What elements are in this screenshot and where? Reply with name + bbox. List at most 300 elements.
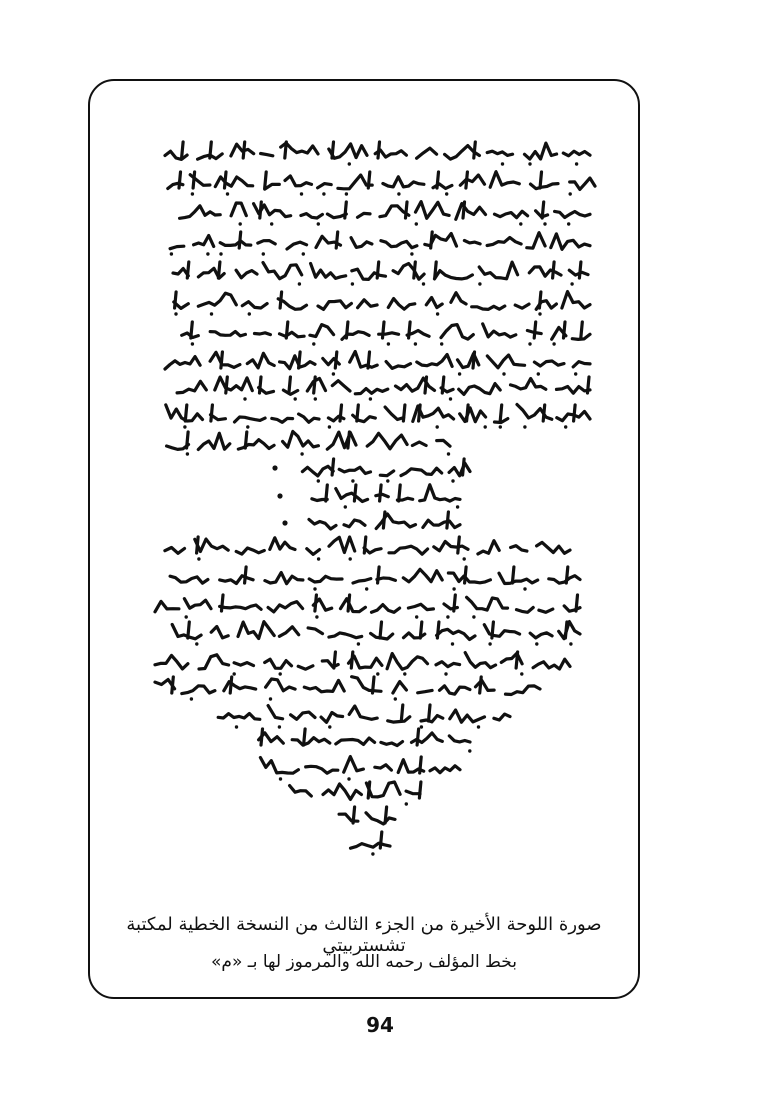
ink-dot [415,615,418,618]
ink-stroke [386,362,410,369]
ink-stroke [187,262,189,278]
ink-stroke [527,233,545,248]
ink-dot [219,252,222,255]
ink-dot [269,697,272,700]
ink-stroke [414,262,416,278]
ink-stroke [380,471,393,476]
ink-stroke [306,766,338,773]
ink-stroke [484,625,519,637]
ink-stroke [450,710,485,722]
ink-stroke [210,332,245,336]
ink-dot [328,425,331,428]
ink-stroke [478,541,499,554]
ink-stroke [376,494,389,496]
ink-dot [248,312,251,315]
ink-stroke [245,567,247,583]
ink-stroke [265,172,267,188]
ink-stroke [375,765,392,770]
ink-dot [484,425,487,428]
ink-dot [537,372,540,375]
ink-dot [463,557,466,560]
ink-stroke [555,211,590,217]
ink-stroke [490,172,519,188]
ink-stroke [388,717,410,722]
ink-stroke [465,653,495,668]
ink-dot [472,615,475,618]
ink-stroke [368,782,370,798]
ink-stroke [344,520,365,527]
ink-stroke [354,485,356,501]
ink-stroke [579,262,581,278]
ink-stroke [198,293,236,306]
ink-bullet [282,520,287,525]
ink-stroke [191,322,193,338]
ink-dot [449,397,452,400]
ink-stroke [327,432,356,449]
ink-dot [405,802,408,805]
ink-stroke [406,791,420,794]
ink-dot [478,282,481,285]
ink-stroke [465,567,467,583]
ink-stroke [220,241,251,246]
ink-stroke [304,729,306,745]
ink-stroke [373,677,375,693]
ink-stroke [285,142,287,158]
ink-stroke [218,262,220,278]
ink-dot [520,672,523,675]
ink-dot [243,397,246,400]
ink-dot [351,479,354,482]
ink-dot [239,222,242,225]
ink-dot [403,672,406,675]
ink-dot [570,282,573,285]
ink-stroke [389,546,428,554]
ink-dot [322,192,325,195]
ink-stroke [260,377,262,393]
ink-dot [414,342,417,345]
ink-dot [440,342,443,345]
ink-stroke [211,627,228,638]
ink-dot [315,615,318,618]
ink-stroke [473,352,475,368]
ink-stroke [479,262,517,279]
ink-dot [300,192,303,195]
ink-stroke [436,662,460,667]
ink-dot [351,282,354,285]
ink-stroke [540,172,542,188]
ink-stroke [358,213,371,217]
ink-stroke [564,322,566,338]
ink-stroke [529,267,561,276]
ink-dot [574,372,577,375]
ink-stroke [467,405,469,421]
ink-stroke [408,604,433,609]
ink-dot [328,725,331,728]
ink-stroke [265,573,303,584]
ink-stroke [449,463,470,476]
ink-stroke [396,378,435,391]
ink-stroke [285,176,312,186]
ink-stroke [385,407,404,419]
ink-dot [270,222,273,225]
ink-stroke [517,608,534,613]
ink-stroke [346,322,348,338]
manuscript-image [150,130,610,870]
ink-stroke [177,381,206,393]
ink-stroke [238,622,274,639]
ink-stroke [449,736,470,742]
ink-dot [488,642,491,645]
ink-stroke [416,202,450,219]
ink-stroke [318,184,332,188]
ink-dot [420,725,423,728]
ink-stroke [511,379,546,390]
ink-stroke [247,353,274,368]
ink-stroke [195,539,228,551]
ink-stroke [226,377,228,393]
ink-stroke [435,271,473,279]
ink-stroke [309,576,342,582]
ink-stroke [172,677,174,693]
ink-stroke [417,355,452,367]
ink-dot [575,162,578,165]
ink-stroke [236,548,264,554]
ink-stroke [388,299,415,310]
ink-stroke [230,677,232,693]
ink-stroke [387,654,427,670]
ink-dot [317,222,320,225]
ink-stroke [557,387,591,394]
ink-stroke [266,679,296,691]
ink-stroke [530,633,552,638]
ink-dot [369,397,372,400]
ink-stroke [238,440,274,449]
ink-stroke [435,262,437,278]
ink-stroke [340,405,342,421]
ink-stroke [425,377,427,393]
ink-stroke [367,433,407,449]
ink-stroke [260,202,262,218]
ink-bullet [277,493,282,498]
ink-stroke [464,241,480,244]
ink-stroke [321,713,343,723]
ink-stroke [352,269,386,279]
ink-stroke [420,757,422,773]
ink-dot [186,452,189,455]
ink-dot [569,642,572,645]
ink-dot [278,725,281,728]
ink-dot [235,725,238,728]
ink-stroke [454,595,456,611]
ink-stroke [165,151,187,159]
ink-stroke [357,405,359,421]
ink-stroke [434,542,468,551]
ink-stroke [308,628,322,634]
ink-dot [567,222,570,225]
ink-stroke [351,652,353,668]
ink-stroke [380,832,382,848]
ink-stroke [184,599,211,609]
ink-stroke [512,567,514,583]
ink-stroke [210,352,240,367]
ink-stroke [364,537,366,553]
ink-stroke [341,599,366,612]
ink-stroke [437,622,439,638]
ink-dot [347,777,350,780]
ink-stroke [170,576,208,583]
ink-stroke [218,714,260,720]
ink-stroke [329,537,355,553]
ink-stroke [286,322,288,338]
ink-stroke [551,234,590,249]
ink-dot [246,425,249,428]
ink-stroke [494,714,510,720]
ink-stroke [534,361,564,366]
ink-stroke [258,241,275,244]
ink-dot [538,312,541,315]
ink-dot [279,672,282,675]
ink-stroke [417,148,437,158]
ink-stroke [236,270,257,278]
ink-dot [447,452,450,455]
ink-stroke [182,686,215,694]
ink-stroke [380,485,382,501]
ink-dot [410,252,413,255]
ink-stroke [487,355,524,368]
ink-dot [446,615,449,618]
ink-stroke [265,659,292,668]
ink-stroke [372,605,400,613]
ink-stroke [335,352,337,368]
ink-stroke [401,468,442,475]
ink-stroke [401,705,403,721]
ink-stroke [492,622,494,638]
ink-stroke [380,622,382,638]
ink-stroke [563,151,590,156]
ink-stroke [222,595,224,611]
ink-stroke [193,172,195,188]
ink-stroke [364,548,381,553]
ink-dot [445,192,448,195]
ink-stroke [576,595,578,611]
ink-stroke [480,677,482,693]
ink-stroke [423,520,460,527]
ink-dot [535,642,538,645]
ink-stroke [553,262,555,278]
ink-stroke [299,352,301,368]
ink-dot [210,312,213,315]
ink-stroke [377,262,379,278]
ink-dot [344,505,347,508]
ink-stroke [301,214,323,218]
ink-stroke [378,567,380,583]
ink-dot [543,222,546,225]
ink-dot [332,372,335,375]
ink-dot [197,557,200,560]
ink-stroke [245,432,247,448]
ink-stroke [311,264,346,279]
ink-stroke [418,690,432,692]
ink-stroke [565,622,567,638]
ink-dot [523,425,526,428]
ink-stroke [185,405,187,421]
ink-stroke [329,633,362,638]
ink-dot [397,192,400,195]
ink-stroke [280,332,305,337]
ink-stroke [525,143,557,159]
ink-stroke [539,292,541,308]
ink-stroke [291,712,315,719]
ink-stroke [543,405,545,421]
ink-dot [317,557,320,560]
ink-stroke [419,782,421,798]
ink-dot [185,615,188,618]
ink-stroke [339,467,370,473]
caption-line-2: بخط المؤلف رحمه الله والمرموز لها بـ «م» [211,952,517,972]
ink-dot [528,342,531,345]
ink-stroke [487,238,521,246]
ink-stroke [406,202,408,218]
ink-stroke [429,705,431,721]
ink-stroke [280,292,282,308]
ink-stroke [574,405,576,421]
page-number: 94 [366,1013,394,1037]
ink-stroke [318,301,351,310]
ink-stroke [199,655,229,669]
ink-stroke [437,440,450,446]
ink-dot [477,725,480,728]
ink-stroke [366,782,400,797]
ink-stroke [165,548,185,554]
ink-stroke [437,629,475,639]
ink-stroke [336,489,368,502]
ink-dot [345,192,348,195]
ink-stroke [260,758,298,774]
ink-dot [519,222,522,225]
ink-stroke [412,442,426,446]
ink-dot [348,162,351,165]
ink-stroke [326,485,328,501]
ink-stroke [353,579,371,583]
ink-stroke [431,232,433,248]
ink-stroke [368,352,370,368]
ink-dot [279,777,282,780]
ink-stroke [211,405,213,421]
ink-stroke [500,405,502,421]
ink-stroke [383,177,424,187]
ink-dot [468,749,471,752]
ink-stroke [243,142,245,158]
ink-dot [170,252,173,255]
ink-dot [183,425,186,428]
ink-stroke [302,466,333,476]
ink-stroke [194,236,214,247]
ink-stroke [215,377,253,391]
ink-stroke [309,519,336,529]
ink-dot [191,192,194,195]
ink-stroke [377,578,396,580]
ink-stroke [225,172,227,188]
ink-stroke [351,238,372,248]
ink-stroke [383,322,385,338]
ink-stroke [344,757,364,773]
ink-stroke [463,202,465,218]
ink-stroke [588,377,590,393]
ink-dot [386,479,389,482]
ink-dot [314,397,317,400]
ink-stroke [366,813,395,824]
ink-stroke [336,738,375,744]
ink-stroke [210,142,212,158]
ink-stroke [242,302,267,308]
ink-dot [226,192,229,195]
ink-dot [451,642,454,645]
ink-stroke [419,405,421,421]
ink-stroke [421,716,443,722]
ink-dot [452,587,455,590]
ink-stroke [198,433,230,449]
ink-dot [458,372,461,375]
ink-stroke [437,172,439,188]
ink-dot [564,425,567,428]
ink-stroke [270,538,295,550]
ink-stroke [358,300,378,308]
ink-stroke [460,175,484,185]
ink-stroke [310,325,334,337]
ink-stroke [261,154,273,156]
ink-stroke [534,322,536,338]
ink-dot [371,852,374,855]
ink-stroke [417,729,419,745]
ink-stroke [506,686,541,695]
ink-stroke [170,246,184,249]
ink-stroke [542,202,544,218]
ink-stroke [278,299,306,310]
ink-stroke [307,549,320,555]
ink-stroke [332,459,334,475]
ink-stroke [368,172,370,188]
ink-stroke [261,729,263,745]
ink-stroke [466,172,468,188]
ink-stroke [235,417,266,422]
ink-stroke [290,786,312,796]
ink-dot [528,162,531,165]
ink-stroke [476,680,495,690]
ink-stroke [460,408,486,422]
ink-stroke [175,292,177,308]
ink-stroke [531,184,559,189]
ink-stroke [539,609,553,612]
ink-stroke [383,512,385,528]
ink-stroke [348,595,350,611]
ink-stroke [314,377,316,393]
ink-stroke [155,655,188,669]
ink-stroke [268,602,303,612]
ink-stroke [265,184,280,189]
ink-stroke [378,142,380,158]
ink-dot [298,282,301,285]
ink-stroke [332,142,334,158]
ink-dot [313,587,316,590]
ink-stroke [566,567,568,583]
ink-dot [300,452,303,455]
ink-stroke [231,203,246,216]
ink-stroke [155,601,179,611]
ink-stroke [188,622,190,638]
ink-stroke [334,652,336,668]
ink-dot [294,397,297,400]
ink-dot [233,672,236,675]
